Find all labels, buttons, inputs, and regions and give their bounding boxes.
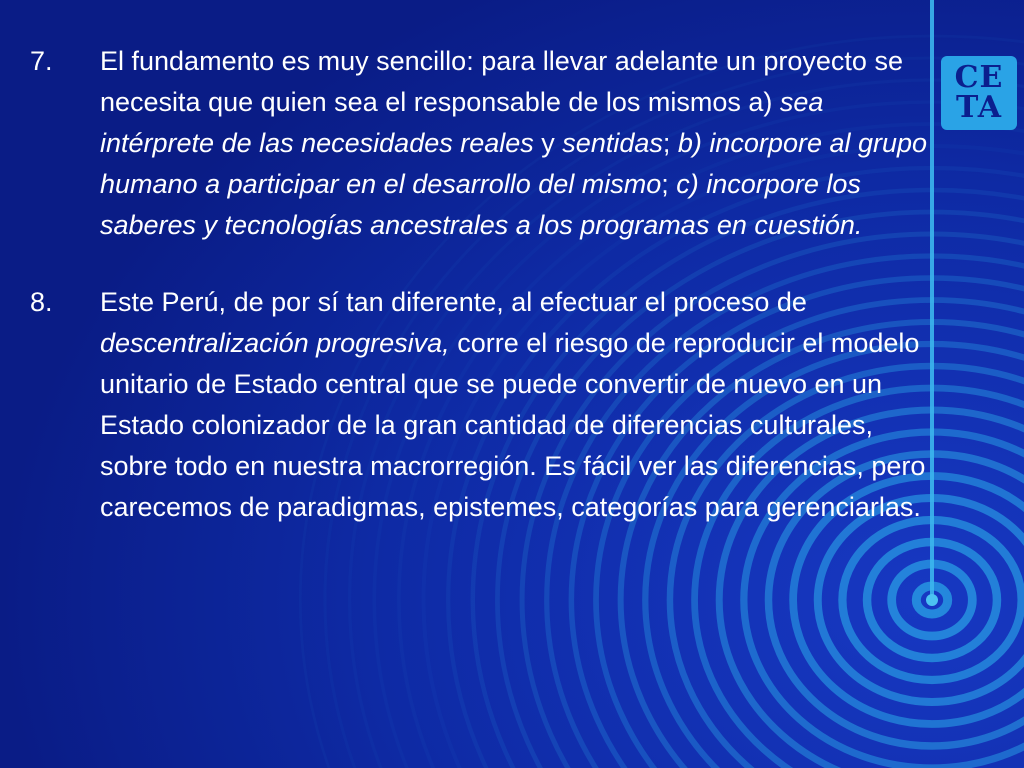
item-text-segment: ;: [661, 169, 677, 199]
item-text-segment: y: [533, 128, 563, 158]
item-text-segment: Este Perú, de por sí tan diferente, al efectuar el proceso de: [100, 287, 807, 317]
item-text: [100, 46, 927, 240]
item-text-segment: El fundamento es muy sencillo: para llevar adelante un proyecto se necesita que quien sea el responsable de los mismos a): [100, 46, 903, 117]
item-text-segment-italic: sea intérprete de las necesidades reales: [100, 87, 824, 158]
item-number: 8.: [30, 287, 53, 317]
ceta-logo: [941, 56, 1017, 130]
item-text: [100, 287, 925, 522]
list-item-7: [30, 41, 930, 246]
logo-text-line2: TA: [956, 90, 1002, 125]
item-text-segment-italic: c) incorpore los saberes y tecnologías ancestrales a los programas en cuestión.: [100, 169, 863, 240]
item-text-segment: corre el riesgo de reproducir el modelo unitario de Estado central que se puede convertir de nuevo en un Estado colonizador de la gran cantidad de diferencias culturales, sobre todo en nuestra macrorregión. Es fácil ver las diferencias, pero carecemos de paradigmas, epistemes, categorías para gerenciarlas.: [100, 328, 926, 522]
item-text-segment-italic: descentralización progresiva,: [100, 328, 450, 358]
ripple-center-dot: [926, 594, 938, 606]
item-number: 7.: [30, 46, 53, 76]
item-text-segment: ;: [662, 128, 678, 158]
list-item-8: [30, 282, 930, 528]
item-text-segment-italic: b) incorpore al grupo humano a participar en el desarrollo del mismo: [100, 128, 928, 199]
logo-text-line1: CE: [954, 60, 1004, 95]
item-text-segment-italic: sentidas: [562, 128, 663, 158]
slide-body: [30, 41, 930, 528]
